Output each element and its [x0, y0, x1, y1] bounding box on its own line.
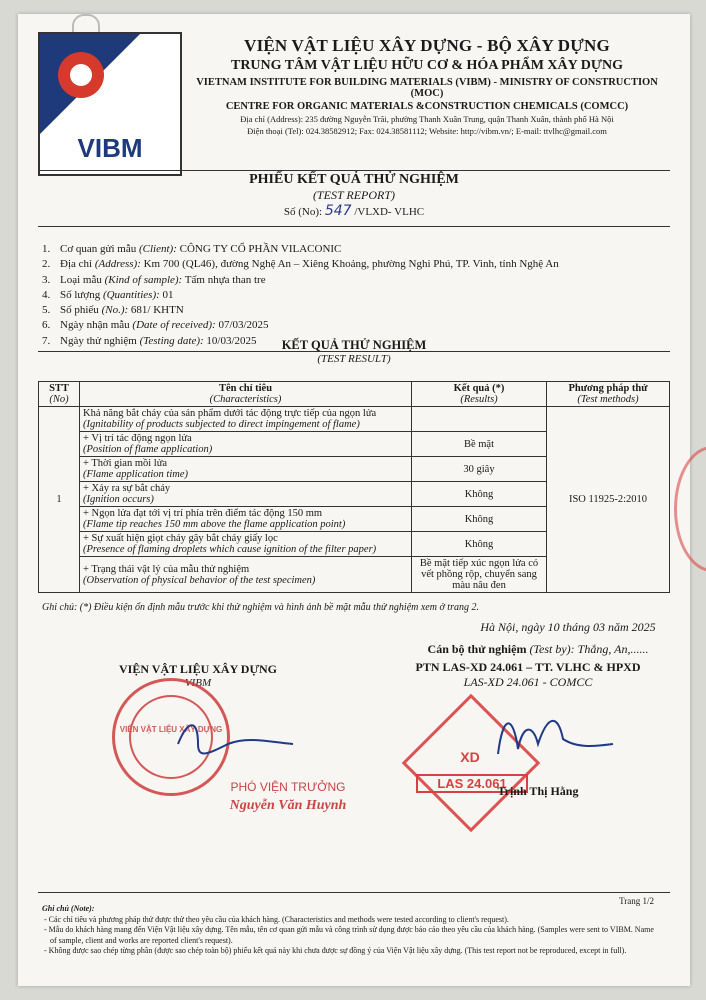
- left-org: VIỆN VẬT LIỆU XÂY DỰNG: [118, 662, 278, 676]
- report-number-suffix: /VLXD- VLHC: [354, 206, 425, 218]
- footer-divider: [38, 892, 670, 893]
- info-label-en: (Quantities):: [102, 288, 160, 301]
- info-label-en: (Testing date):: [139, 334, 204, 347]
- info-label-en: (Date of received):: [132, 319, 216, 332]
- footer-notes: [42, 904, 662, 957]
- page-number: Trang 1/2: [619, 896, 654, 906]
- info-row: [42, 288, 662, 303]
- round-stamp-text: VIỆN VẬT LIỆU XÂY DỰNG: [119, 725, 223, 734]
- tester-names: Thắng, An,......: [577, 642, 649, 656]
- las-stamp-text: LAS 24.061: [416, 774, 528, 793]
- col-stt: STT (No): [39, 382, 80, 407]
- institute-name-en: VIETNAM INSTITUTE FOR BUILDING MATERIALS (VIBM) - MINISTRY OF CONSTRUCTION (MOC): [196, 77, 658, 99]
- report-title-block: [18, 172, 690, 219]
- info-label: Cơ quan gửi mẫu: [60, 243, 137, 255]
- right-lab: PTN LAS-XD 24.061 – TT. VLHC & HPXD: [415, 660, 641, 674]
- tester-label-en: (Test by):: [529, 642, 575, 656]
- info-value: 681/ KHTN: [130, 304, 184, 317]
- info-label: Số phiếu: [60, 304, 99, 317]
- info-label: Loại mẫu: [60, 273, 102, 286]
- row-intro: Khả năng bắt cháy của sản phẩm dưới tác động trực tiếp của ngọn lửa (Ignitability of products subjected to direct impingement of flame): [80, 407, 412, 432]
- document-page: [18, 14, 690, 986]
- info-value: Tấm nhựa than tre: [184, 273, 266, 286]
- right-name: Trịnh Thị Hằng: [497, 784, 579, 798]
- institute-name-vi: VIỆN VẬT LIỆU XÂY DỰNG - BỘ XÂY DỰNG: [244, 36, 610, 55]
- info-value: CÔNG TY CỔ PHẦN VILACONIC: [179, 243, 342, 255]
- info-row: [42, 257, 662, 272]
- contact-line: Điện thoại (Tel): 024.38582912; Fax: 024.38581112; Website: http://vibm.vn/; E-mail: ttvlhc@gmail.com: [247, 126, 607, 136]
- info-value: 07/03/2025: [218, 319, 269, 332]
- info-row: [42, 273, 662, 288]
- logo-wordmark: VIBM: [77, 133, 143, 163]
- info-label: Số lượng: [60, 288, 101, 301]
- tester-label: Cán bộ thử nghiệm: [427, 642, 527, 656]
- table-header-row: [39, 382, 670, 407]
- results-subtitle: (TEST RESULT): [317, 353, 391, 365]
- tester-line: [388, 642, 688, 657]
- report-subtitle: (TEST REPORT): [312, 188, 396, 202]
- right-signature-block: [378, 660, 678, 690]
- row-characteristic: + Vị trí tác động ngọn lửa (Position of flame application): [80, 432, 412, 457]
- centre-name-en: CENTRE FOR ORGANIC MATERIALS &CONSTRUCTION CHEMICALS (COMCC): [225, 101, 629, 112]
- header-divider: [38, 170, 670, 171]
- footer-item: - Không được sao chép từng phần (được sao chép toàn bộ) phiếu kết quả này khi chưa được sự đồng ý của Viện Vật liệu xây dựng. (This test report not be reproduced, except in full).: [44, 946, 627, 955]
- info-num: 1.: [42, 243, 51, 255]
- info-row: [42, 318, 662, 333]
- footer-item: - Mẫu do khách hàng mang đến Viện Vật liệu xây dựng. Tên mẫu, tên cơ quan gửi mẫu và công trình sử dụng được báo cáo theo yêu cầu của khách hàng. (Samples were sent to VIBM. Name of sample, client and works are reported client's request).: [44, 925, 654, 945]
- title-divider: [38, 226, 670, 227]
- left-role: PHÓ VIỆN TRƯỞNG: [230, 780, 346, 794]
- footer-title: Ghi chú (Note):: [42, 904, 95, 913]
- info-value: Km 700 (QL46), đường Nghệ An – Xiêng Khoảng, phường Nghi Phú, TP. Vinh, tỉnh Nghệ An: [143, 258, 559, 271]
- row-stt: 1: [39, 407, 80, 593]
- row-result: Không: [412, 507, 547, 532]
- row-result: Không: [412, 482, 547, 507]
- report-number-label: Số (No):: [283, 206, 323, 218]
- info-label: Ngày thử nghiệm: [60, 334, 137, 347]
- info-num: 3.: [42, 273, 51, 286]
- right-lab-sub: LAS-XD 24.061 - COMCC: [463, 675, 593, 689]
- address-line: Địa chỉ (Address): 235 đường Nguyễn Trãi, phường Thanh Xuân Trung, quận Thanh Xuân, thành phố Hà Nội: [240, 114, 614, 124]
- table-note: Ghi chú: (*) Điều kiện ổn định mẫu trước khi thử nghiệm và hình ảnh bề mặt mẫu thử nghiệm xem ở trang 2.: [42, 602, 479, 613]
- row-characteristic: + Xảy ra sự bắt cháy (Ignition occurs): [80, 482, 412, 507]
- report-number-handwritten: 547: [324, 203, 352, 219]
- row-characteristic: + Sự xuất hiện giọt cháy gây bắt cháy giấy lọc (Presence of flaming droplets which cause ignition of the filter paper): [80, 532, 412, 557]
- results-title-block: [18, 338, 690, 365]
- footer-item: - Các chỉ tiêu và phương pháp thử được thử theo yêu cầu của khách hàng. (Characteristics and methods were tested according to client's request).: [44, 914, 509, 924]
- info-value: 10/03/2025: [206, 334, 257, 347]
- row-result: Bề mặt tiếp xúc ngọn lửa có vết phồng rộp, chuyển sang màu nâu đen: [412, 557, 547, 593]
- report-number: [18, 203, 690, 219]
- info-label: Địa chỉ: [60, 258, 93, 271]
- sample-info-list: [42, 242, 662, 349]
- left-org-sub: VIBM: [184, 677, 212, 689]
- info-num: 5.: [42, 304, 51, 317]
- logo-inner-circle: [70, 64, 92, 86]
- info-row: [42, 303, 662, 318]
- letterhead: [188, 36, 666, 136]
- centre-name-vi: TRUNG TÂM VẬT LIỆU HỮU CƠ & HÓA PHẨM XÂY DỰNG: [230, 58, 623, 73]
- col-methods: Phương pháp thử (Test methods): [547, 382, 670, 407]
- row-characteristic: + Ngọn lửa đạt tới vị trí phía trên điểm tác động 150 mm (Flame tip reaches 150 mm above the flame application point): [80, 507, 412, 532]
- info-num: 4.: [42, 288, 51, 301]
- info-label-en: (Client):: [139, 243, 177, 255]
- info-num: 2.: [42, 258, 51, 271]
- left-signature-scribble: [168, 714, 298, 764]
- row-method: ISO 11925-2:2010: [547, 407, 670, 593]
- row-result: Bề mặt: [412, 432, 547, 457]
- row-characteristic: + Thời gian mồi lửa (Flame application time): [80, 457, 412, 482]
- info-num: 7.: [42, 334, 51, 347]
- row-intro-result: [412, 407, 547, 432]
- left-name: Nguyễn Văn Huynh: [229, 798, 347, 813]
- info-label-en: (Kind of sample):: [104, 273, 183, 286]
- row-result: 30 giây: [412, 457, 547, 482]
- info-num: 6.: [42, 319, 51, 332]
- xd-stamp-text: XD: [460, 749, 480, 765]
- info-row: [42, 242, 662, 257]
- results-title: KẾT QUẢ THỬ NGHIỆM: [281, 338, 427, 352]
- edge-seal: [674, 446, 706, 572]
- info-label-en: (No.):: [101, 304, 129, 317]
- date-line: Hà Nội, ngày 10 tháng 03 năm 2025: [480, 620, 656, 634]
- vibm-logo: [38, 32, 182, 176]
- table-row: [39, 407, 670, 432]
- col-results: Kết quả (*) (Results): [412, 382, 547, 407]
- info-label: Ngày nhận mẫu: [60, 319, 130, 332]
- info-label-en: (Address):: [94, 258, 141, 271]
- results-table: [38, 381, 670, 593]
- col-characteristics: Tên chỉ tiêu (Characteristics): [80, 382, 412, 407]
- row-result: Không: [412, 532, 547, 557]
- row-characteristic: + Trạng thái vật lý của mẫu thử nghiệm (Observation of physical behavior of the test specimen): [80, 557, 412, 593]
- right-signature-scribble: [488, 704, 618, 764]
- report-title: PHIẾU KẾT QUẢ THỬ NGHIỆM: [249, 172, 459, 187]
- info-value: 01: [162, 288, 174, 301]
